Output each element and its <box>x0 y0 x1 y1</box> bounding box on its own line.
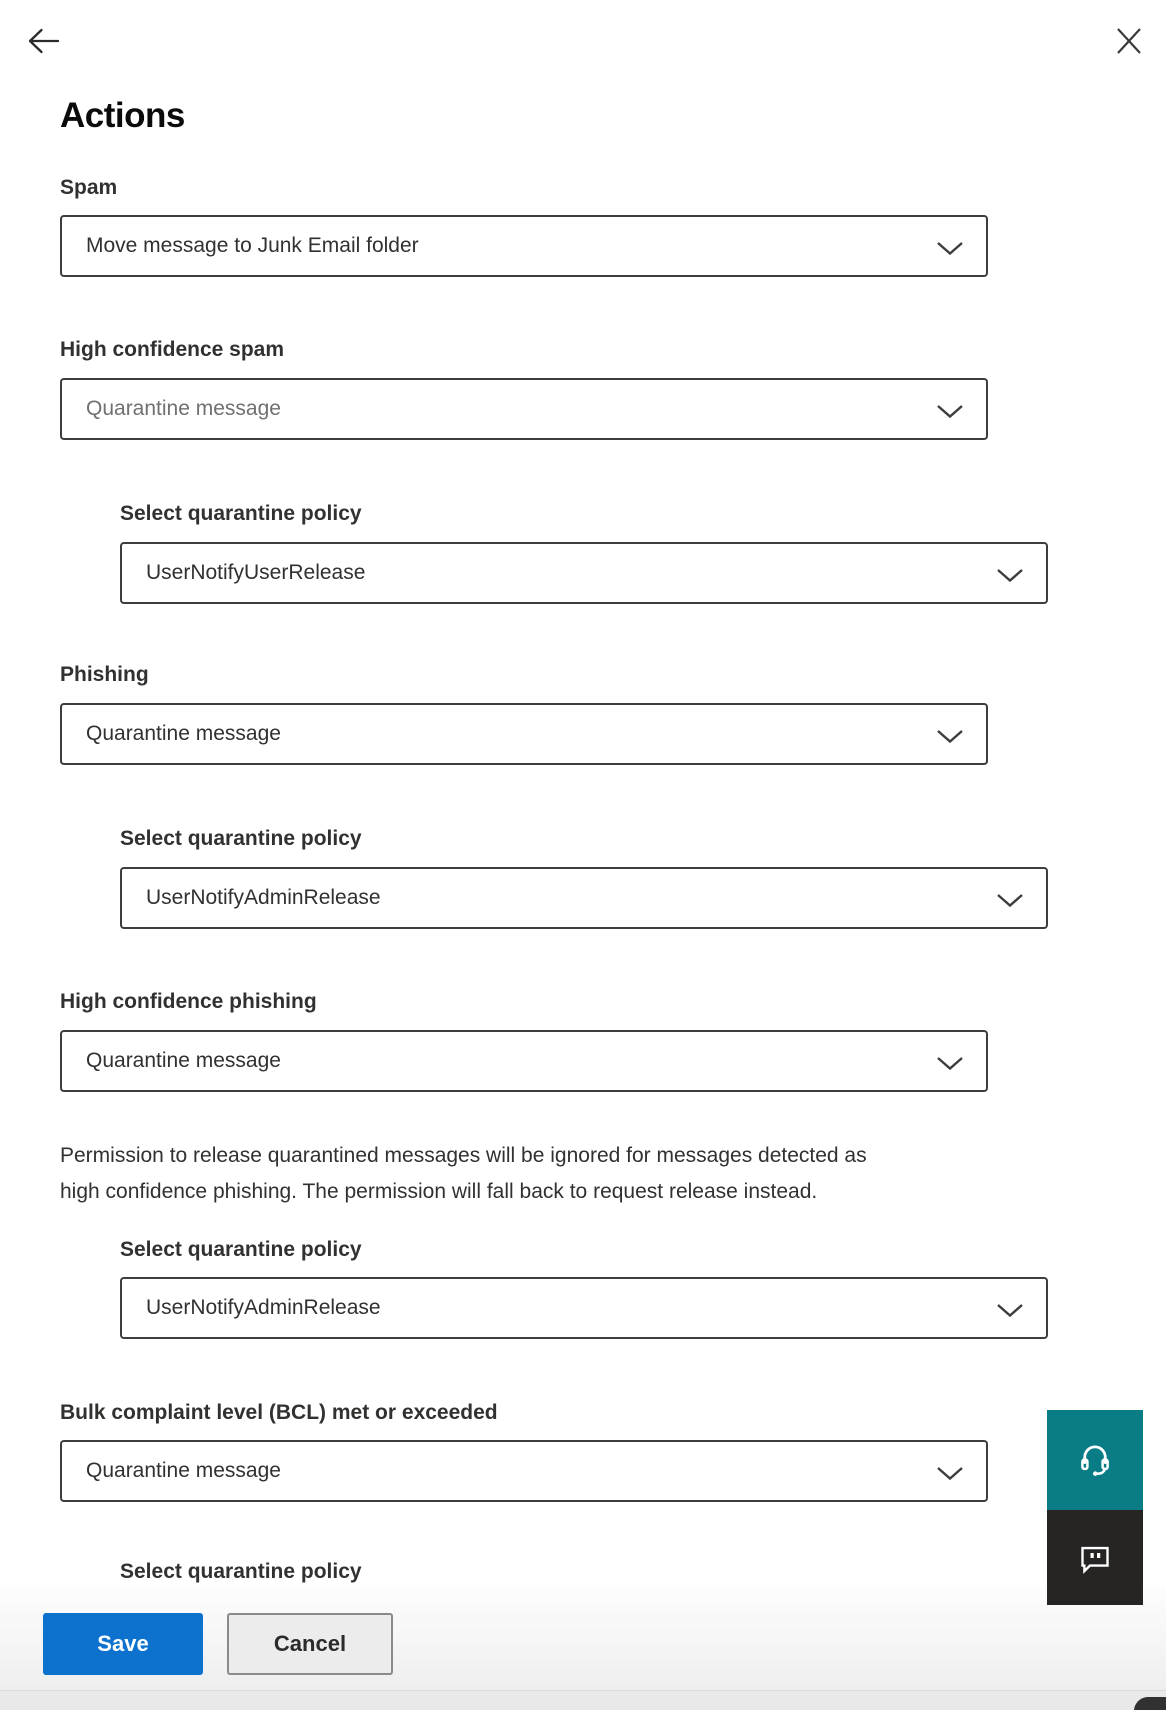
chevron-down-icon <box>936 1056 964 1071</box>
high-confidence-phishing-dropdown[interactable] <box>60 1030 988 1092</box>
back-button[interactable] <box>25 26 61 56</box>
high-confidence-spam-label: High confidence spam <box>60 338 285 361</box>
high-confidence-phishing-label: High confidence phishing <box>60 990 317 1013</box>
spam-dropdown[interactable] <box>60 215 988 277</box>
headset-icon <box>1074 1439 1116 1481</box>
bcl-dropdown-value: Quarantine message <box>86 1459 281 1482</box>
feedback-button[interactable] <box>1047 1510 1143 1605</box>
hcs-quarantine-policy-dropdown[interactable] <box>120 542 1048 604</box>
spam-dropdown-value: Move message to Junk Email folder <box>86 234 419 257</box>
page-title: Actions <box>60 96 185 135</box>
hcp-permission-note-line2: high confidence phishing. The permission will fall back to request release instead. <box>60 1180 818 1203</box>
phishing-dropdown[interactable] <box>60 703 988 765</box>
bcl-quarantine-policy-label-truncated: Select quarantine policy <box>120 1560 362 1583</box>
cancel-button[interactable]: Cancel <box>227 1613 393 1675</box>
hcs-quarantine-policy-value: UserNotifyUserRelease <box>146 561 366 584</box>
phishing-quarantine-policy-value: UserNotifyAdminRelease <box>146 886 381 909</box>
hcs-quarantine-policy-label: Select quarantine policy <box>120 502 362 525</box>
phishing-quarantine-policy-dropdown[interactable] <box>120 867 1048 929</box>
bcl-dropdown[interactable] <box>60 1440 988 1502</box>
phishing-dropdown-value: Quarantine message <box>86 722 281 745</box>
back-arrow-icon <box>25 26 61 56</box>
close-icon <box>1114 26 1144 56</box>
clipped-floating-element <box>1134 1697 1166 1710</box>
phishing-label: Phishing <box>60 663 149 686</box>
bcl-label: Bulk complaint level (BCL) met or exceeded <box>60 1401 498 1424</box>
bottom-page-band <box>0 1690 1166 1710</box>
high-confidence-spam-dropdown-value: Quarantine message <box>86 397 281 420</box>
chevron-down-icon <box>936 1466 964 1481</box>
hcp-permission-note-line1: Permission to release quarantined messages will be ignored for messages detected as <box>60 1144 867 1167</box>
close-button[interactable] <box>1114 26 1144 56</box>
hcp-quarantine-policy-dropdown[interactable] <box>120 1277 1048 1339</box>
chevron-down-icon <box>936 241 964 256</box>
high-confidence-spam-dropdown[interactable] <box>60 378 988 440</box>
spam-label: Spam <box>60 176 118 199</box>
chevron-down-icon <box>936 729 964 744</box>
chevron-down-icon <box>996 568 1024 583</box>
chevron-down-icon <box>936 404 964 419</box>
high-confidence-phishing-dropdown-value: Quarantine message <box>86 1049 281 1072</box>
phishing-quarantine-policy-label: Select quarantine policy <box>120 827 362 850</box>
save-button[interactable]: Save <box>43 1613 203 1675</box>
chevron-down-icon <box>996 1303 1024 1318</box>
help-button[interactable] <box>1047 1410 1143 1510</box>
feedback-chat-icon <box>1075 1538 1115 1578</box>
hcp-quarantine-policy-label: Select quarantine policy <box>120 1238 362 1261</box>
hcp-quarantine-policy-value: UserNotifyAdminRelease <box>146 1296 381 1319</box>
chevron-down-icon <box>996 893 1024 908</box>
